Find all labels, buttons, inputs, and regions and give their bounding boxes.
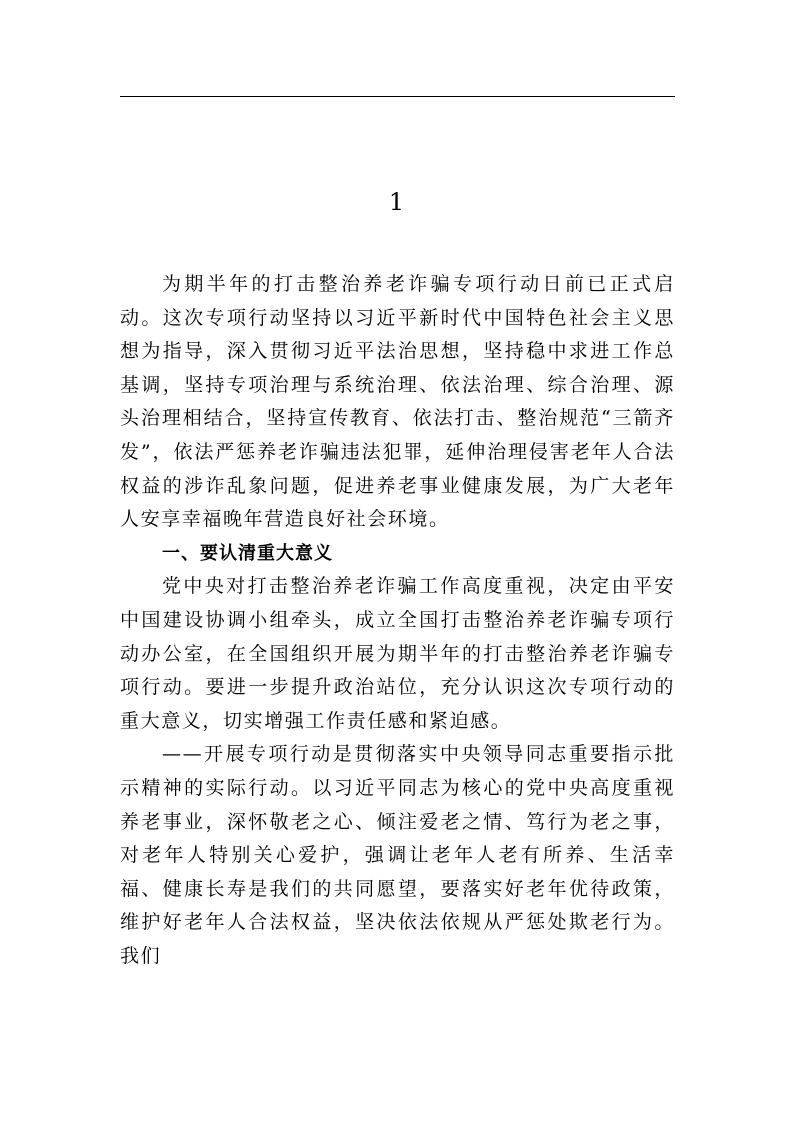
document-body [120,268,675,973]
header-rule [120,96,675,97]
intro-paragraph: 为期半年的打击整治养老诈骗专项行动日前已正式启动。这次专项行动坚持以习近平新时代中国特色社会主义思想为指导，深入贯彻习近平法治思想，坚持稳中求进工作总基调，坚持专项治理与系统治理、依法治理、综合治理、源头治理相结合，坚持宣传教育、依法打击、整治规范“三箭齐发”，依法严惩养老诈骗违法犯罪，延伸治理侵害老年人合法权益的涉诈乱象问题，促进养老事业健康发展，为广大老年人安享幸福晚年营造良好社会环境。 [120,273,675,531]
section-paragraph-2: ——开展专项行动是贯彻落实中央领导同志重要指示批示精神的实际行动。以习近平同志为核心的党中央高度重视养老事业，深怀敬老之心、倾注爱老之情、笃行为老之事，对老年人特别关心爱护，强调让老年人老有所养、生活幸福、健康长寿是我们的共同愿望，要落实好老年优待政策，维护好老年人合法权益，坚决依法依规从严惩处欺老行为。我们 [120,743,675,967]
section-paragraph-1: 党中央对打击整治养老诈骗工作高度重视，决定由平安中国建设协调小组牵头，成立全国打击整治养老诈骗专项行动办公室，在全国组织开展为期半年的打击整治养老诈骗专项行动。要进一步提升政治站位，充分认识这次专项行动的重大意义，切实增强工作责任感和紧迫感。 [120,575,675,732]
section-heading: 一、要认清重大意义 [162,542,333,564]
page-number: 1 [388,188,405,216]
